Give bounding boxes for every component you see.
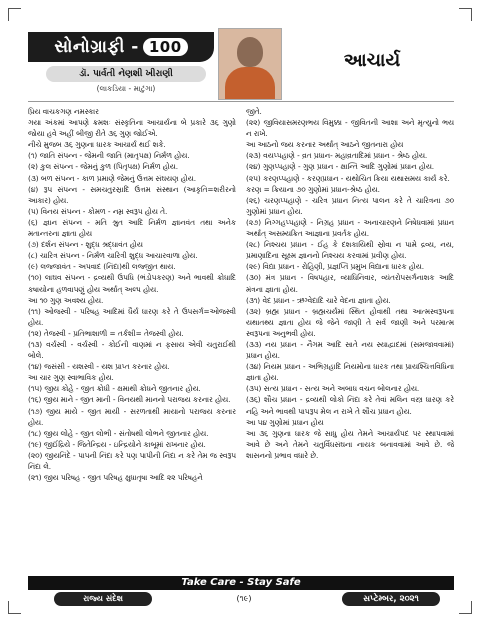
column-number: 100	[143, 38, 188, 56]
crop-mark-bottom-right	[459, 601, 472, 614]
paragraph: (૫) વિનય સંપન્ન - કોમળ - નમ્ર સ્વરૂપ હોય તે.	[28, 206, 168, 216]
paragraph: (૩૪) નિયમ પ્રધાન - અભિગ્રહાદિ નિયમોના ધારક તથા પ્રાયશ્ચિત્તવિધિના જ્ઞાતા હોય.	[246, 362, 454, 383]
paragraph: (૧૯) જીઈંદ્રિયે - જિતેન્દ્રિય - ઇન્દ્રિયોને કાબૂમાં રાખનાર હોય.	[28, 439, 206, 449]
paragraph: (૨૦) જીયનિંદે - પાપની નિંદા કરે પણ પાપીની નિંદા ન કરે તેમ જ સ્વરૂપ નિંદા લે.	[28, 450, 236, 471]
article-header	[28, 28, 454, 100]
photo-figure-body	[225, 67, 275, 100]
column-banner	[28, 32, 214, 62]
paragraph: પ્રિય વાચકગણ નમસ્કાર	[28, 107, 99, 116]
paragraph: (૬) જ્ઞાન સંપન્ન - મતિ શ્રુત આદિ નિર્મળ જ્ઞાનવંત તથા અનેક મતાન્તરના જ્ઞાતા હોય	[28, 217, 236, 239]
paragraph: આ ચાર ગુણ સ્વાભાવિક હોય.	[28, 373, 114, 383]
page-number: (૧૯)	[236, 594, 252, 603]
footer-slogan: Take Care - Stay Safe	[28, 576, 454, 590]
paragraph: (૧૪) જસંસી - યશસ્વી - યશ પ્રાપ્ત કરનાર હોય.	[28, 362, 170, 372]
paragraph: (૨૨) જીવિયાસમરણભય વિમુક્કા - જીવિતની આશા અને મૃત્યુનો ભય ન રાખે.	[246, 118, 454, 139]
paragraph: (૧૨) તેજસ્વી - પ્રતિભાશાળી = તર્કશી= તેજસ્વી હોય.	[28, 328, 184, 338]
author-place: (લાકડિયા - માટુંગા)	[96, 84, 156, 93]
paragraph: (૧૮) જીય લોહે - જીત લોભી - સંતોષથી લોભને જીતનાર હોય.	[28, 428, 209, 438]
article-body	[28, 106, 454, 556]
paragraph: (૨૬) ચરણપ્પહાણે - ચરિત્ર પ્રધાન નિત્ય પાલન કરે તે ચારિત્રના ૭૦ ગુણોમાં પ્રધાન હોય.	[246, 195, 454, 216]
paragraph: આ આઠનો જય કરનાર અર્થાત્ આઠને જીતનારા હોય	[246, 140, 404, 150]
paragraph: (૧૧) ઓજસ્વી - પરિષહ આદિમાં ધૈર્ય ધારણ કરે તે ઉપસર્ગ=ઓજસ્વી હોય.	[28, 306, 236, 327]
paragraph: (૨૭) નિગ્ગહપ્પહાણે - નિગ્રહ પ્રધાન - અનાચારણને નિષેધવામાં પ્રધાન અર્થાત્ અસમ્યક્રિત આજ્ઞાના પ્રવર્તક હોય.	[246, 217, 454, 239]
paragraph: (૪) રૂપ સંપન્ન - સમચતુરસ્રાદિ ઉત્તમ સંસ્થાન (આકૃતિ=શરીરનો આકાર) હોય.	[28, 184, 236, 205]
paragraph: નીચે મુજબ ૩૬ ગુણના ધારક આચાર્ય થઈ શકે.	[28, 140, 166, 150]
right-column	[246, 106, 454, 556]
photo-figure-head	[237, 37, 263, 67]
header-divider	[28, 101, 454, 102]
paragraph: (૨૪) ગુણપ્પહાણે - ગુણ પ્રધાન - ક્ષાન્તિ આદિ ગુણોમાં પ્રધાન હોય.	[246, 162, 435, 172]
paragraph: (૧૦) લાઘવ સંપન્ન - દ્રવ્યથી ઉપધિ (ભંડોપકરણ) અને ભાવથી ક્રોધાદિ કષાયોના હળવાપણું હોય અર્થાત્ અલ્પ હોય.	[28, 273, 236, 294]
paragraph: (૩૦) મંત્ર પ્રધાન - વિષપહાર, વ્યાધિનિવાર, વ્યંતરોપસર્ગનાશક આદિ મંત્રના જ્ઞાતા હોય.	[246, 273, 454, 294]
crop-mark-top-right	[459, 8, 472, 21]
paragraph: કરણ = ક્રિયાના ૭૦ ગુણોમાં પ્રધાન-શ્રેષ્ઠ હોય.	[246, 184, 380, 194]
paragraph: (૧૩) વર્ચસ્વી - વર્ચસ્વી - કોઈની વાણમાં ન ફસાય એવી ચતુરાઈથી બોલે.	[28, 339, 236, 361]
article-page	[28, 28, 454, 606]
paragraph: (૩૫) સત્ય પ્રધાન - સત્ય અને અબાધ વચન બોલનાર હોય.	[246, 384, 420, 394]
paragraph: આ ૩૬ ગુણના ધારક જે સાધુ હોય તેમને આચાર્યપદ પર સ્થાપવામાં આવે છે અને તેમને ચતુર્વિધસંઘના નાયક બનાવવામાં આવે છે. જે શાસનનો પ્રભાવ વધારે છે.	[246, 428, 454, 460]
column-name: સોનોગ્રાફી -	[54, 37, 139, 57]
crop-mark-top-left	[8, 8, 21, 21]
paragraph: (૨૫) કરણપ્પહાણે - કરણપ્રધાન - યથોચિત ક્રિયા યથાસમય કાર્ય કરે.	[246, 173, 450, 183]
magazine-name: રાજ્ય સંદેશ	[54, 592, 152, 606]
paragraph: ગયા અંકમાં આપણે ક્રમશઃ સંસ્કૃતિના આચાર્યના બે પ્રકારે ૩૬ ગુણો જોયા હવે અહીં બીજી રીતે ૩૬ ગુણ જોઈએ.	[28, 118, 236, 139]
paragraph: (૧૬) જીય માને - જીત માની - વિનયથી માનનો પરાજય કરનાર હોય.	[28, 395, 231, 405]
paragraph: (૭) દર્શન સંપન્ન - શુદ્ધ શ્રદ્ધાવંત હોય	[28, 240, 143, 250]
author-photo	[218, 28, 282, 100]
paragraph: (૧૭) જીય માયે - જીત માયી - સરળતાથી માયાનો પરાજય કરનાર હોય.	[28, 406, 236, 427]
paragraph: (૨૩) વયપ્પહાણે - વ્રત પ્રધાન- મહાવ્રતાદિમાં પ્રધાન - શ્રેષ્ઠ હોય.	[246, 151, 428, 161]
crop-mark-bottom-left	[8, 601, 21, 614]
paragraph: (૩૨) બ્રહ્મ પ્રધાન - બ્રહ્મચર્યમાં સ્થિત હોવાથી તથા આત્મસ્વરૂપના યથાતથ્ય જ્ઞાતા હોય જે જેને જાણી તે સર્વ જાણી અને પરમાત્મ સ્વરૂપના અનુભવી હોય.	[246, 306, 454, 338]
paragraph: (૩૧) વેદ પ્રધાન - ઋગ્વેદાદિ ચારે વેદના જ્ઞાતા હોય.	[246, 295, 391, 305]
paragraph: (૧) જાતિ સંપન્ન - જેમની જાતિ (માતૃપક્ષ) નિર્મળ હોય.	[28, 151, 190, 161]
paragraph: (૨૯) વિદ્યા પ્રધાન - રોહિણી, પ્રજ્ઞપ્તિ પ્રમુખ વિદ્યાના ધારક હોય.	[246, 262, 425, 272]
paragraph: (૨૧) જીય પરિષહ - જીત પરિષહ ક્ષુધાતૃષા આદિ ૨૨ પરિષહને	[28, 473, 203, 483]
paragraph: આ ૫૪ ગુણોમાં પ્રધાન હોય	[246, 417, 324, 427]
paragraph: જીતે.	[246, 107, 262, 116]
author-name: ડૉ. પાર્વતી નેણશી ખીરાણી	[46, 66, 206, 82]
paragraph: (૨) કુલ સંપન્ન - જેમનું કુળ (પિતૃપક્ષ) નિર્મળ હોય.	[28, 162, 179, 172]
paragraph: આ ૧૦ ગુણ અવશ્ય હોય.	[28, 295, 104, 305]
paragraph: (૯) લજ્જાવંત - અપવાદ (નિંદા)થી લજ્જીત થાય.	[28, 262, 176, 272]
issue-date: સપ્ટેમ્બર, ૨૦૨૧	[342, 592, 440, 606]
paragraph: (૩૩) નય પ્રધાન - નૈગમ આદિ સાતે નય સ્યાદ્વાદમાં (સમજાવવામાં) પ્રધાન હોય.	[246, 339, 454, 361]
paragraph: (૩૬) શૌચ પ્રધાન - દ્રવ્યથી લોકો નિંદા કરે તેવાં મલિન વસ્ત્ર ધારણ કરે નહિ અને ભાવથી પાપરૂપ મેલ ન રાખે તે શૌચ પ્રધાન હોય.	[246, 395, 454, 416]
left-column	[28, 106, 236, 556]
paragraph: (૩) બળ સંપન્ન - કાળ પ્રમાણે જેમનું ઉત્તમ સંઘયણ હોય.	[28, 173, 197, 183]
article-title: આચાર્ય	[290, 46, 454, 76]
paragraph: (૨૮) નિશ્ચય પ્રધાન - ઈહ કે દશકાયિથી સ્રોવા ન પામે દ્રવ્ય, નય, પ્રમાણાદિના સૂક્ષ્મ જ્ઞાનનો નિશ્ચય કરવામાં પ્રવીણ હોય.	[246, 240, 454, 261]
paragraph: (૧૫) જીય કોહે - જીત ક્રોધી - ક્ષમાથી ક્રોધને જીતનાર હોય.	[28, 384, 201, 394]
paragraph: (૮) ચારિત્ર સંપન્ન - નિર્મળ ચારિત્રી શુદ્ધ આચારવાળા હોય.	[28, 251, 198, 261]
